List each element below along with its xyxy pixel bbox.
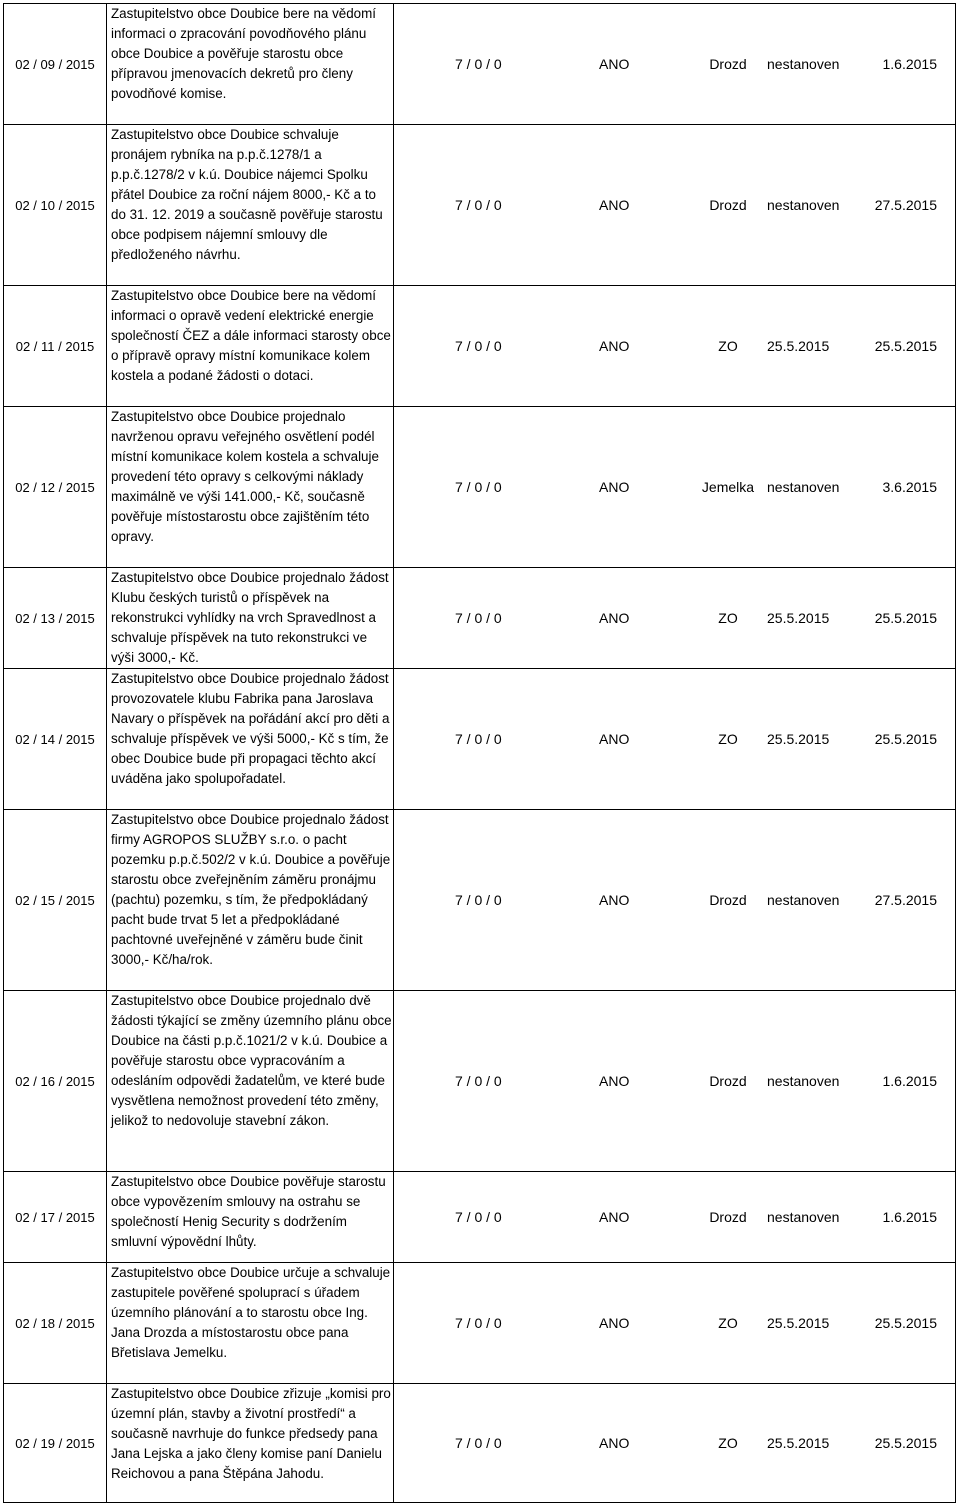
approved-flag: ANO [599,479,630,495]
responsible-person: Drozd [709,197,747,213]
resolution-text: Zastupitelstvo obce Doubice určuje a schvaluje zastupitele pověřené spoluprací s úřadem územního plánování a to starostu obce Ing. Jana Drozda a místostarostu obce pana Břetislava Jemelku. [107,1263,394,1384]
deadline: nestanoven [767,479,840,495]
completion-date: 25.5.2015 [874,338,937,354]
responsible-person: ZO [718,338,738,354]
resolution-text: Zastupitelstvo obce Doubice bere na vědomí informaci o zpracování povodňového plánu obce Doubice a pověřuje starostu obce přípravou jmenovacích dekretů pro členy povodňové komise. [107,4,394,125]
table-row [4,1384,956,1503]
vote-result: 7 / 0 / 0 [455,1073,502,1089]
resolution-number: 02 / 17 / 2015 [4,1172,107,1263]
approved-flag: ANO [599,56,630,72]
responsible-person: Drozd [709,1073,747,1089]
vote-result: 7 / 0 / 0 [455,1315,502,1331]
vote-result: 7 / 0 / 0 [455,731,502,747]
completion-date: 25.5.2015 [874,610,937,626]
resolution-text: Zastupitelstvo obce Doubice projednalo žádost firmy AGROPOS SLUŽBY s.r.o. o pacht pozemku p.p.č.502/2 v k.ú. Doubice a pověřuje starostu obce zveřejněním záměru pronájmu (pachtu) pozemku, s tím, že předpokládaný pacht bude trvat 5 let a předpokládané pachtovné uveřejněné v záměru bude činit 3000,- Kč/ha/rok. [107,810,394,991]
resolution-meta [394,1263,956,1384]
deadline: 25.5.2015 [767,1435,830,1451]
deadline: 25.5.2015 [767,610,830,626]
resolution-number: 02 / 12 / 2015 [4,407,107,568]
approved-flag: ANO [599,1209,630,1225]
deadline: nestanoven [767,1073,840,1089]
resolution-text: Zastupitelstvo obce Doubice projednalo žádost Klubu českých turistů o příspěvek na rekonstrukci vyhlídky na vrch Spravedlnost a schvaluje příspěvek na tuto rekonstrukci ve výši 3000,- Kč. [107,568,394,669]
responsible-person: ZO [718,1435,738,1451]
resolution-text: Zastupitelstvo obce Doubice schvaluje pronájem rybníka na p.p.č.1278/1 a p.p.č.1278/2 v k.ú. Doubice nájemci Spolku přátel Doubice za roční nájem 8000,- Kč a to do 31. 12. 2019 a současně pověřuje starostu obce podpisem nájemní smlouvy dle předloženého návrhu. [107,125,394,286]
deadline: nestanoven [767,56,840,72]
approved-flag: ANO [599,197,630,213]
resolution-meta [394,1384,956,1503]
resolutions-body [4,4,956,1503]
approved-flag: ANO [599,1073,630,1089]
deadline: 25.5.2015 [767,338,830,354]
resolution-number: 02 / 14 / 2015 [4,669,107,810]
resolution-meta [394,669,956,810]
resolution-meta [394,991,956,1172]
deadline: 25.5.2015 [767,1315,830,1331]
resolution-text: Zastupitelstvo obce Doubice projednalo navrženou opravu veřejného osvětlení podél místní komunikace kolem kostela a schvaluje provedení této opravy s celkovými náklady maximálně ve výši 141.000,- Kč, současně pověřuje místostarostu obce zajištěním této opravy. [107,407,394,568]
table-row [4,991,956,1172]
completion-date: 1.6.2015 [882,1073,937,1089]
resolution-number: 02 / 09 / 2015 [4,4,107,125]
table-row [4,1263,956,1384]
vote-result: 7 / 0 / 0 [455,1435,502,1451]
resolution-text: Zastupitelstvo obce Doubice bere na vědomí informaci o opravě vedení elektrické energie společností ČEZ a dále informaci starosty obce o přípravě opravy místní komunikace kolem kostela a podané žádosti o dotaci. [107,286,394,407]
table-row [4,125,956,286]
resolution-meta [394,125,956,286]
resolution-number: 02 / 15 / 2015 [4,810,107,991]
resolutions-table [3,3,956,1503]
responsible-person: ZO [718,1315,738,1331]
resolution-meta [394,810,956,991]
responsible-person: ZO [718,731,738,747]
table-row [4,810,956,991]
approved-flag: ANO [599,1315,630,1331]
resolution-meta [394,286,956,407]
completion-date: 1.6.2015 [882,56,937,72]
responsible-person: ZO [718,610,738,626]
completion-date: 25.5.2015 [874,1315,937,1331]
responsible-person: Drozd [709,1209,747,1225]
vote-result: 7 / 0 / 0 [455,56,502,72]
resolution-number: 02 / 10 / 2015 [4,125,107,286]
table-row [4,4,956,125]
resolution-number: 02 / 13 / 2015 [4,568,107,669]
resolution-text: Zastupitelstvo obce Doubice pověřuje starostu obce vypovězením smlouvy na ostrahu se společností Henig Security s dodržením smluvní výpovědní lhůty. [107,1172,394,1263]
vote-result: 7 / 0 / 0 [455,338,502,354]
completion-date: 27.5.2015 [874,197,937,213]
resolution-number: 02 / 19 / 2015 [4,1384,107,1503]
responsible-person: Jemelka [701,479,755,495]
table-row [4,669,956,810]
vote-result: 7 / 0 / 0 [455,1209,502,1225]
vote-result: 7 / 0 / 0 [455,610,502,626]
resolution-meta [394,1172,956,1263]
responsible-person: Drozd [709,892,747,908]
approved-flag: ANO [599,892,630,908]
completion-date: 3.6.2015 [882,479,937,495]
completion-date: 1.6.2015 [882,1209,937,1225]
resolution-meta [394,407,956,568]
approved-flag: ANO [599,338,630,354]
deadline: 25.5.2015 [767,731,830,747]
resolution-meta [394,568,956,669]
vote-result: 7 / 0 / 0 [455,197,502,213]
vote-result: 7 / 0 / 0 [455,479,502,495]
approved-flag: ANO [599,610,630,626]
resolution-number: 02 / 16 / 2015 [4,991,107,1172]
resolution-number: 02 / 11 / 2015 [4,286,107,407]
responsible-person: Drozd [709,56,747,72]
completion-date: 25.5.2015 [874,731,937,747]
table-row [4,407,956,568]
completion-date: 25.5.2015 [874,1435,937,1451]
approved-flag: ANO [599,731,630,747]
vote-result: 7 / 0 / 0 [455,892,502,908]
deadline: nestanoven [767,1209,840,1225]
table-row [4,286,956,407]
resolution-meta [394,4,956,125]
resolution-text: Zastupitelstvo obce Doubice zřizuje „komisi pro územní plán, stavby a životní prostředí“ a současně navrhuje do funkce předsedy pana Jana Lejska a jako členy komise paní Danielu Reichovou a pana Štěpána Jahodu. [107,1384,394,1503]
deadline: nestanoven [767,197,840,213]
resolution-text: Zastupitelstvo obce Doubice projednalo dvě žádosti týkající se změny územního plánu obce Doubice na části p.p.č.1021/2 v k.ú. Doubice a pověřuje starostu obce vypracováním a odesláním odpovědi žadatelům, ve které bude vysvětlena nemožnost provedení této změny, jelikož to nedovoluje stavební zákon. [107,991,394,1172]
resolution-number: 02 / 18 / 2015 [4,1263,107,1384]
approved-flag: ANO [599,1435,630,1451]
resolution-text: Zastupitelstvo obce Doubice projednalo žádost provozovatele klubu Fabrika pana Jaroslava Navary o příspěvek na pořádání akcí pro děti a schvaluje příspěvek ve výši 5000,- Kč s tím, že obec Doubice bude při propagaci těchto akcí uváděna jako spolupořadatel. [107,669,394,810]
completion-date: 27.5.2015 [874,892,937,908]
table-row [4,568,956,669]
deadline: nestanoven [767,892,840,908]
table-row [4,1172,956,1263]
